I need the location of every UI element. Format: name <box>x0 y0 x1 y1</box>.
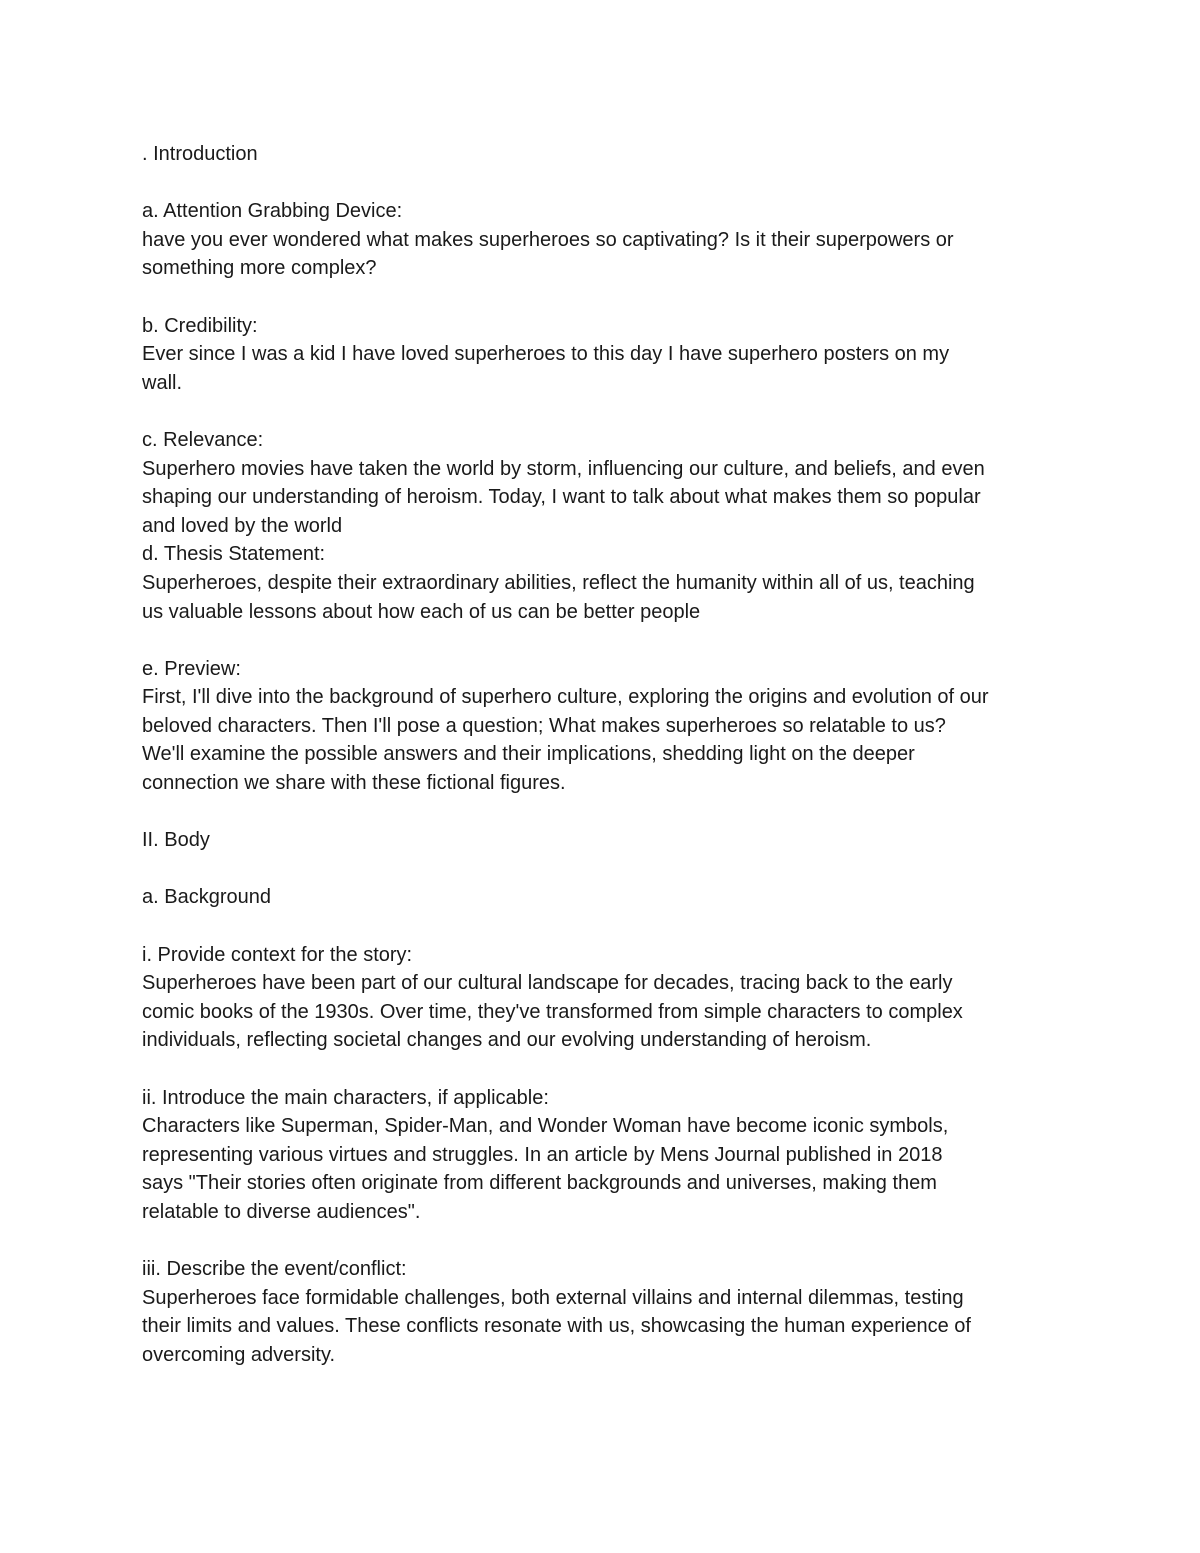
thesis-text: Superheroes, despite their extraordinary abilities, reflect the humanity within all of us, teaching <box>142 571 975 594</box>
body-heading: II. Body <box>142 829 210 852</box>
relevance-heading: c. Relevance: <box>142 428 264 451</box>
relevance-text: shaping our understanding of heroism. Today, I want to talk about what makes them so popular <box>142 486 981 509</box>
attention-heading: a. Attention Grabbing Device: <box>142 200 403 223</box>
characters-text: Characters like Superman, Spider-Man, and Wonder Woman have become iconic symbols, <box>142 1115 949 1138</box>
spacer <box>142 1227 1082 1256</box>
preview-text: We'll examine the possible answers and their implications, shedding light on the deeper <box>142 743 915 766</box>
spacer <box>142 855 1082 884</box>
characters-text: relatable to diverse audiences". <box>142 1200 421 1223</box>
attention-text: something more complex? <box>142 257 377 280</box>
thesis-heading: d. Thesis Statement: <box>142 543 326 566</box>
document-page <box>142 140 1082 1370</box>
spacer <box>142 169 1082 198</box>
intro-heading: . Introduction <box>142 143 258 165</box>
characters-text: says "Their stories often originate from different backgrounds and universes, making them <box>142 1172 937 1195</box>
conflict-heading: iii. Describe the event/conflict: <box>142 1258 407 1281</box>
relevance-text: and loved by the world <box>142 514 343 537</box>
characters-heading: ii. Introduce the main characters, if applicable: <box>142 1086 549 1109</box>
spacer <box>142 283 1082 312</box>
spacer <box>142 798 1082 827</box>
conflict-text: their limits and values. These conflicts resonate with us, showcasing the human experience of <box>142 1315 971 1338</box>
spacer <box>142 626 1082 655</box>
preview-text: connection we share with these fictional figures. <box>142 772 566 795</box>
preview-heading: e. Preview: <box>142 657 241 680</box>
spacer <box>142 397 1082 426</box>
conflict-text: Superheroes face formidable challenges, both external villains and internal dilemmas, testing <box>142 1286 964 1309</box>
preview-text: beloved characters. Then I'll pose a question; What makes superheroes so relatable to us? <box>142 714 946 737</box>
spacer <box>142 912 1082 941</box>
thesis-text: us valuable lessons about how each of us can be better people <box>142 600 701 623</box>
relevance-text: Superhero movies have taken the world by storm, influencing our culture, and beliefs, and even <box>142 457 985 480</box>
conflict-text: overcoming adversity. <box>142 1343 336 1366</box>
attention-text: have you ever wondered what makes superheroes so captivating? Is it their superpowers or <box>142 228 954 251</box>
credibility-text: Ever since I was a kid I have loved superheroes to this day I have superhero posters on my <box>142 343 950 366</box>
context-text: Superheroes have been part of our cultural landscape for decades, tracing back to the early <box>142 972 953 995</box>
credibility-heading: b. Credibility: <box>142 314 258 337</box>
credibility-text: wall. <box>142 371 183 394</box>
context-text: individuals, reflecting societal changes and our evolving understanding of heroism. <box>142 1029 872 1052</box>
background-heading: a. Background <box>142 886 271 909</box>
characters-text: representing various virtues and struggles. In an article by Mens Journal published in 2018 <box>142 1143 943 1166</box>
context-text: comic books of the 1930s. Over time, they've transformed from simple characters to complex <box>142 1000 963 1023</box>
spacer <box>142 1055 1082 1084</box>
context-heading: i. Provide context for the story: <box>142 943 413 966</box>
preview-text: First, I'll dive into the background of superhero culture, exploring the origins and evolution of our <box>142 686 989 709</box>
